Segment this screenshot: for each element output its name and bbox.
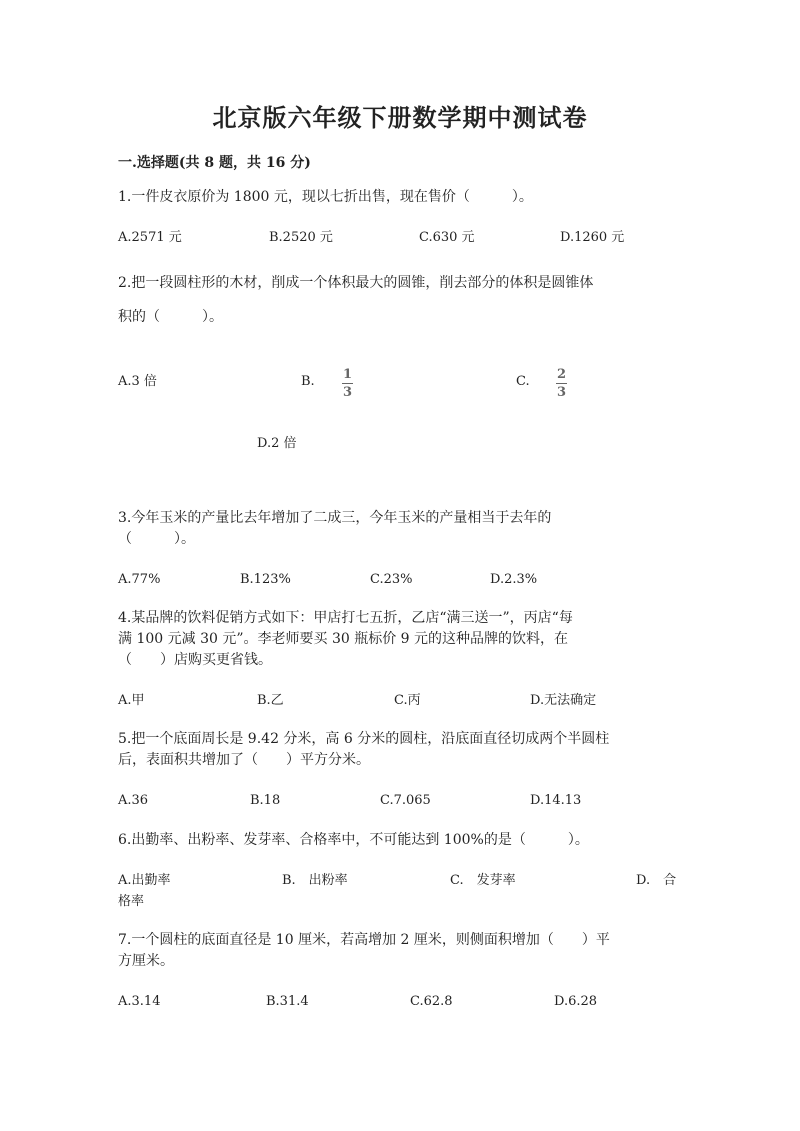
option-b: B.乙 [257,693,284,708]
fraction-numerator: 2 [556,367,567,382]
option-c-label: C. [516,374,530,389]
fraction-bar [342,383,353,384]
question-2 [118,266,678,334]
option-d: D.1260 元 [560,230,625,245]
question-text-line: 后，表面积共增加了（ ）平方分米。 [118,752,370,768]
fraction-denominator: 3 [342,385,353,400]
question-4 [118,608,678,671]
option-c [516,372,530,392]
question-text-line: 3.今年玉米的产量比去年增加了二成三，今年玉米的产量相当于去年的 [118,510,552,526]
option-b: B.2520 元 [269,230,333,245]
question-5 [118,729,678,771]
option-d: D. 合 [636,873,677,888]
option-a: A.36 [118,793,149,808]
question-text-line: 6.出勤率、出粉率、发芽率、合格率中，不可能达到 100%的是（ ）。 [118,832,589,848]
fraction-two-thirds [556,368,567,399]
fraction-one-third [342,368,353,399]
fraction-denominator: 3 [556,385,567,400]
section-heading: 一.选择题(共 8 题，共 16 分) [118,155,311,171]
fraction-bar [556,383,567,384]
option-a: A.2571 元 [118,230,182,245]
option-d: D.6.28 [554,994,598,1009]
question-text-line: 1.一件皮衣原价为 1800 元，现以七折出售，现在售价（ ）。 [118,189,533,205]
question-3 [118,508,678,550]
option-b-label: B. [301,374,315,389]
option-b: B. 出粉率 [282,873,348,888]
option-d: D.无法确定 [530,693,597,708]
option-b: B.31.4 [266,994,309,1009]
option-b: B.18 [250,793,281,808]
option-d: D.2.3% [490,572,538,587]
option-a: A.3 倍 [118,374,157,389]
question-text-line: 7.一个圆柱的底面直径是 10 厘米，若高增加 2 厘米，则侧面积增加（ ）平 [118,932,610,948]
question-text-line: 积的（ ）。 [118,309,223,325]
question-7 [118,930,678,972]
option-c: C.7.065 [380,793,431,808]
option-c: C.630 元 [419,230,475,245]
option-c: C.丙 [394,693,421,708]
option-a: A.77% [118,572,161,587]
page-title: 北京版六年级下册数学期中测试卷 [212,103,588,132]
option-d: D.14.13 [530,793,582,808]
option-c: C. 发芽率 [450,873,516,888]
question-1 [118,187,678,208]
question-text-line: 方厘米。 [118,953,174,969]
option-a: A.出勤率 [118,873,171,888]
fraction-numerator: 1 [342,367,353,382]
question-text-line: 4.某品牌的饮料促销方式如下：甲店打七五折，乙店“满三送一”，丙店“每 [118,610,573,626]
option-b: B.123% [240,572,291,587]
question-text-line: （ ）店购买更省钱。 [118,652,272,668]
option-a: A.甲 [118,693,145,708]
option-d: D.2 倍 [257,436,297,451]
option-d-wrap: 格率 [118,894,145,909]
option-a: A.3.14 [118,994,161,1009]
option-c: C.62.8 [410,994,453,1009]
question-6 [118,830,678,851]
question-text-line: 满 100 元减 30 元”。李老师要买 30 瓶标价 9 元的这种品牌的饮料，在 [118,631,569,647]
question-text-line: （ ）。 [118,531,195,547]
option-b [301,372,315,392]
question-text-line: 5.把一个底面周长是 9.42 分米，高 6 分米的圆柱，沿底面直径切成两个半圆柱 [118,731,610,747]
question-text-line: 2.把一段圆柱形的木材，削成一个体积最大的圆锥，削去部分的体积是圆锥体 [118,275,594,291]
option-c: C.23% [370,572,413,587]
